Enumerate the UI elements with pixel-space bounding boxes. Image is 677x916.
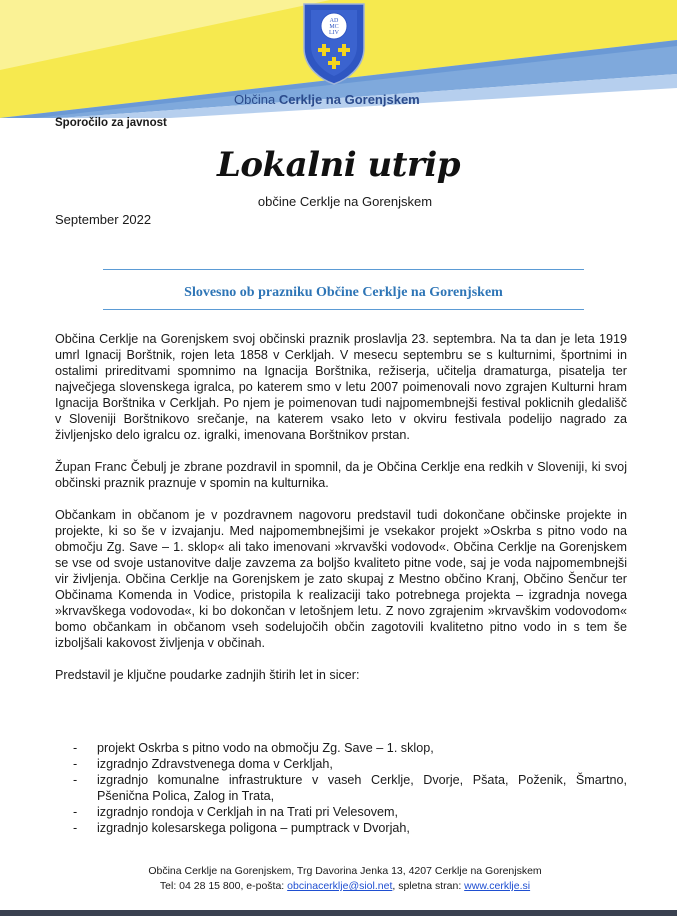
article-headline: Slovesno ob prazniku Občine Cerklje na Gorenjskem [184,285,503,300]
footer-address: Občina Cerklje na Gorenjskem, Trg Davorina Jenka 13, 4207 Cerklje na Gorenjskem [148,865,542,877]
list-item [55,756,627,772]
bullet-dash: - [73,805,78,819]
paragraph-1: Občina Cerklje na Gorenjskem svoj občinski praznik proslavlja 23. septembra. Na ta dan je leta 1919 umrl Ignacij Borštnik, rojen leta 1858 v Cerkljah. V mesecu septembru se s kulturnimi, športnimi in ostalimi prireditvami spomnimo na Ignacija Borštnika, režiserja, učitelja dramaturga, pisatelja ter največjega slovenskega igralca, po katerem smo v letu 2007 poimenovali novo zgrajen Kulturni hram Ignacija Borštnika v Cerkljah. Po njem je poimenovan tudi najpomembnejši festival poklicnih gledališč v Sloveniji Borštnikovo srečanje, na katerem vsako leto v okviru festivala podelijo nagrado za življenjsko delo igralcu oz. igralki, imenovana Borštnikov prstan. [55,332,627,442]
article-body [55,331,627,683]
headline-rule-bottom [103,309,584,310]
crest-text-2: MC [329,24,339,30]
list-item-text: izgradnjo komunalne infrastrukture v vaseh Cerklje, Dvorje, Pšata, Poženik, Šmartno, Pšenična Polica, Zalog in Trata, [97,773,627,803]
bullet-dash: - [73,773,78,787]
footer-web-label: , spletna stran: [392,880,465,892]
paragraph-2: Župan Franc Čebulj je zbrane pozdravil in spomnil, da je Občina Cerklje ena redkih v Sloveniji, ki svoj občinski praznik praznuje v spomin na kulturnika. [55,460,627,490]
list-item [55,772,627,804]
footer [0,864,677,894]
crest-text-1: AD [329,18,339,24]
municipality-crest-icon [302,2,366,86]
paragraph-3: Občankam in občanom je v pozdravnem nagovoru predstavil tudi dokončane občinske projekte in projekte, ki so še v izvajanju. Med najpomembnejšimi je vsekakor projekt »Oskrba s pitno vodo na območju Zg. Save – 1. sklop« ali tako imenovani »krvavški vodovod«. Občina Cerklje na Gorenjskem se vse od svoje ustanovitve dalje zavzema za boljšo kvaliteto pitne vode, saj je voda najpomembnejši vir življenja. Občina Cerklje na Gorenjskem je zato skupaj z Mestno občino Kranj, Občino Šenčur ter Občinama Komenda in Vodice, pristopila k realizaciji tako potrebnega projekta – izgradnja novega »krvavškega vodovoda«, ki bo dokončan v letošnjem letu. Z novo zgrajenim »krvavškim vodovodom« bomo občankam in občanom vseh sodelujočih občin zagotovili kvalitetno pitno vodo in s tem še izboljšali kakovost življenja v občinah. [55,508,627,650]
municipality-prefix: Občina [234,92,276,107]
footer-phone: Tel: 04 28 15 800, e-pošta: [159,880,288,892]
press-release-label: Sporočilo za javnost [55,117,167,129]
bottom-band [0,910,677,916]
newsletter-subtitle: občine Cerklje na Gorenjskem [257,194,433,209]
bullet-dash: - [73,757,78,771]
list-item [55,740,627,756]
headline-rule-top [103,269,584,270]
website-link[interactable]: www.cerklje.si [464,880,531,892]
footer-contact [0,879,677,894]
list-item [55,804,627,820]
municipality-name [234,92,420,107]
municipality-name-bold: Cerklje na Gorenjskem [278,92,420,107]
list-item-text: izgradnjo kolesarskega poligona – pumptrack v Dvorjah, [97,821,410,835]
newsletter-title: Lokalni utrip [216,145,461,185]
email-link[interactable]: obcinacerklje@siol.net [287,880,393,892]
list-item [55,820,627,836]
project-list [55,740,627,836]
list-item-text: projekt Oskrba s pitno vodo na območju Zg. Save – 1. sklop, [97,741,434,755]
list-item-text: izgradnjo Zdravstvenega doma v Cerkljah, [97,757,333,771]
bullet-dash: - [73,821,78,835]
issue-date: September 2022 [55,212,152,227]
crest-text-3: LIV [329,30,339,36]
list-item-text: izgradnjo rondoja v Cerkljah in na Trati pri Velesovem, [97,805,399,819]
bullet-dash: - [73,741,78,755]
paragraph-4: Predstavil je ključne poudarke zadnjih štirih let in sicer: [55,668,360,682]
